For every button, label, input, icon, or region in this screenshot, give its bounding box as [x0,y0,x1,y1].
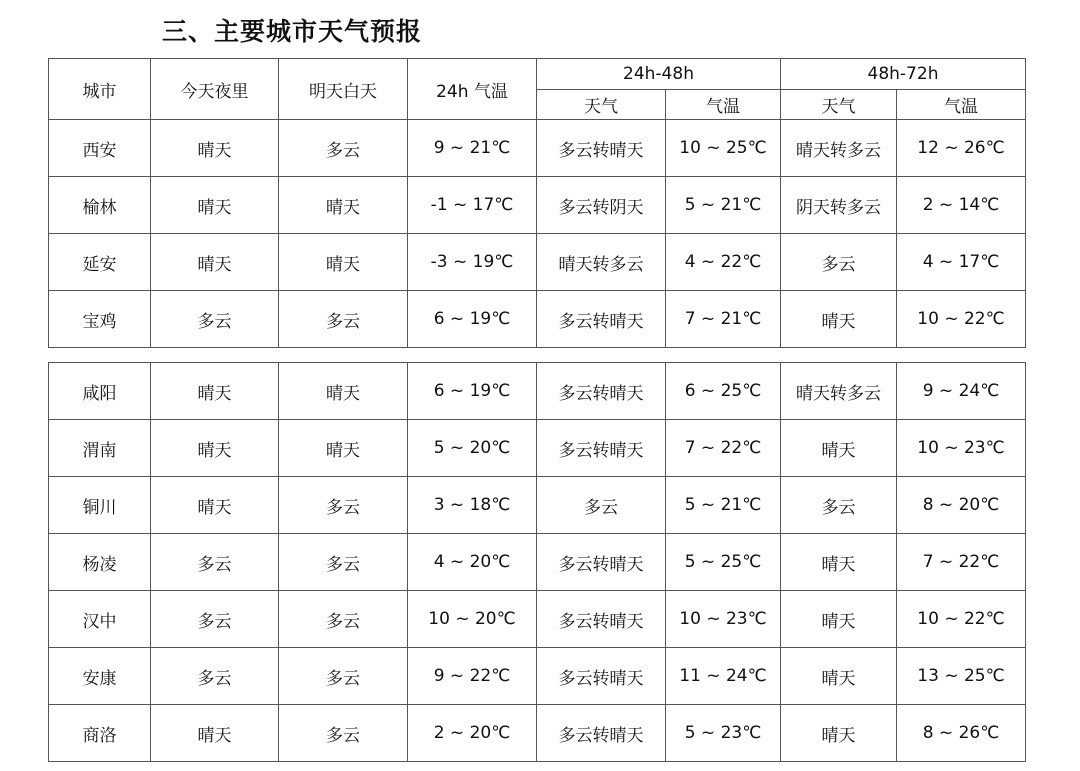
tonight-cell: 晴天 [151,234,279,291]
temp-48-72-cell: 2 ~ 14℃ [897,177,1026,234]
tonight-cell: 多云 [151,591,279,648]
weather-48-72-cell: 晴天 [781,291,897,348]
table-row [49,177,1026,234]
temp-24h-cell: 9 ~ 21℃ [408,120,537,177]
table-row [49,120,1026,177]
temp-48-72-cell: 10 ~ 23℃ [897,420,1026,477]
temp-24-48-cell: 5 ~ 23℃ [666,705,781,762]
city-cell: 安康 [49,648,151,705]
temp-24h-cell: 6 ~ 19℃ [408,291,537,348]
weather-24-48-cell: 多云转晴天 [537,648,666,705]
weather-24-48-cell: 晴天转多云 [537,234,666,291]
temp-24-48-cell: 7 ~ 21℃ [666,291,781,348]
tomorrow-day-cell: 晴天 [279,420,408,477]
weather-24-48-cell: 多云转晴天 [537,120,666,177]
tonight-cell: 晴天 [151,705,279,762]
city-cell: 宝鸡 [49,291,151,348]
temp-24-48-cell: 6 ~ 25℃ [666,363,781,420]
forecast-table-bottom [48,362,1026,762]
weather-24-48-cell: 多云转晴天 [537,534,666,591]
tomorrow-day-cell: 多云 [279,534,408,591]
tomorrow-day-cell: 晴天 [279,177,408,234]
temp-24h-cell: 3 ~ 18℃ [408,477,537,534]
temp-48-72-cell: 10 ~ 22℃ [897,291,1026,348]
temp-48-72-cell: 7 ~ 22℃ [897,534,1026,591]
tonight-cell: 多云 [151,648,279,705]
weather-24-48-cell: 多云转晴天 [537,291,666,348]
tomorrow-day-cell: 多云 [279,591,408,648]
subheader-temp-24-48: 气温 [666,90,781,120]
temp-24-48-cell: 4 ~ 22℃ [666,234,781,291]
subheader-weather-48-72: 天气 [781,90,897,120]
temp-24h-cell: 6 ~ 19℃ [408,363,537,420]
temp-48-72-cell: 4 ~ 17℃ [897,234,1026,291]
weather-24-48-cell: 多云转晴天 [537,591,666,648]
weather-48-72-cell: 晴天转多云 [781,363,897,420]
temp-24h-cell: 4 ~ 20℃ [408,534,537,591]
tomorrow-day-cell: 多云 [279,477,408,534]
header-tomorrow-day: 明天白天 [279,59,408,120]
city-cell: 咸阳 [49,363,151,420]
temp-24h-cell: 5 ~ 20℃ [408,420,537,477]
tonight-cell: 晴天 [151,177,279,234]
header-tonight: 今天夜里 [151,59,279,120]
tomorrow-day-cell: 晴天 [279,234,408,291]
tonight-cell: 晴天 [151,120,279,177]
header-group-48-72: 48h-72h [781,59,1026,90]
weather-24-48-cell: 多云转晴天 [537,363,666,420]
tomorrow-day-cell: 晴天 [279,363,408,420]
page-title: 三、主要城市天气预报 [162,17,423,46]
subheader-temp-48-72: 气温 [897,90,1026,120]
temp-24h-cell: -3 ~ 19℃ [408,234,537,291]
weather-48-72-cell: 晴天 [781,420,897,477]
table-row [49,420,1026,477]
header-row [49,59,1026,90]
temp-24-48-cell: 11 ~ 24℃ [666,648,781,705]
weather-48-72-cell: 晴天 [781,534,897,591]
tonight-cell: 多云 [151,534,279,591]
city-cell: 汉中 [49,591,151,648]
temp-48-72-cell: 13 ~ 25℃ [897,648,1026,705]
weather-48-72-cell: 晴天转多云 [781,120,897,177]
weather-24-48-cell: 多云转阴天 [537,177,666,234]
temp-24h-cell: 10 ~ 20℃ [408,591,537,648]
tomorrow-day-cell: 多云 [279,120,408,177]
table-row [49,591,1026,648]
tomorrow-day-cell: 多云 [279,648,408,705]
header-city: 城市 [49,59,151,120]
forecast-table-top [48,58,1026,348]
city-cell: 渭南 [49,420,151,477]
tonight-cell: 多云 [151,291,279,348]
temp-24-48-cell: 5 ~ 21℃ [666,177,781,234]
table-row [49,705,1026,762]
subheader-weather-24-48: 天气 [537,90,666,120]
temp-24-48-cell: 5 ~ 25℃ [666,534,781,591]
temp-48-72-cell: 10 ~ 22℃ [897,591,1026,648]
city-cell: 延安 [49,234,151,291]
table-row [49,363,1026,420]
temp-48-72-cell: 12 ~ 26℃ [897,120,1026,177]
weather-48-72-cell: 晴天 [781,648,897,705]
weather-24-48-cell: 多云 [537,477,666,534]
weather-48-72-cell: 晴天 [781,591,897,648]
temp-48-72-cell: 8 ~ 20℃ [897,477,1026,534]
temp-24h-cell: -1 ~ 17℃ [408,177,537,234]
temp-48-72-cell: 8 ~ 26℃ [897,705,1026,762]
city-cell: 榆林 [49,177,151,234]
table-row [49,477,1026,534]
city-cell: 铜川 [49,477,151,534]
table-row [49,291,1026,348]
temp-48-72-cell: 9 ~ 24℃ [897,363,1026,420]
table-row [49,234,1026,291]
tonight-cell: 晴天 [151,420,279,477]
header-group-24-48: 24h-48h [537,59,781,90]
tonight-cell: 晴天 [151,363,279,420]
city-cell: 杨凌 [49,534,151,591]
weather-48-72-cell: 多云 [781,234,897,291]
tomorrow-day-cell: 多云 [279,291,408,348]
header-temp-24h: 24h 气温 [408,59,537,120]
weather-48-72-cell: 晴天 [781,705,897,762]
table-row [49,534,1026,591]
temp-24-48-cell: 10 ~ 25℃ [666,120,781,177]
weather-24-48-cell: 多云转晴天 [537,705,666,762]
weather-48-72-cell: 阴天转多云 [781,177,897,234]
table-row [49,648,1026,705]
city-cell: 商洛 [49,705,151,762]
temp-24-48-cell: 10 ~ 23℃ [666,591,781,648]
weather-24-48-cell: 多云转晴天 [537,420,666,477]
temp-24-48-cell: 7 ~ 22℃ [666,420,781,477]
weather-48-72-cell: 多云 [781,477,897,534]
tomorrow-day-cell: 多云 [279,705,408,762]
temp-24-48-cell: 5 ~ 21℃ [666,477,781,534]
temp-24h-cell: 2 ~ 20℃ [408,705,537,762]
city-cell: 西安 [49,120,151,177]
tonight-cell: 晴天 [151,477,279,534]
temp-24h-cell: 9 ~ 22℃ [408,648,537,705]
